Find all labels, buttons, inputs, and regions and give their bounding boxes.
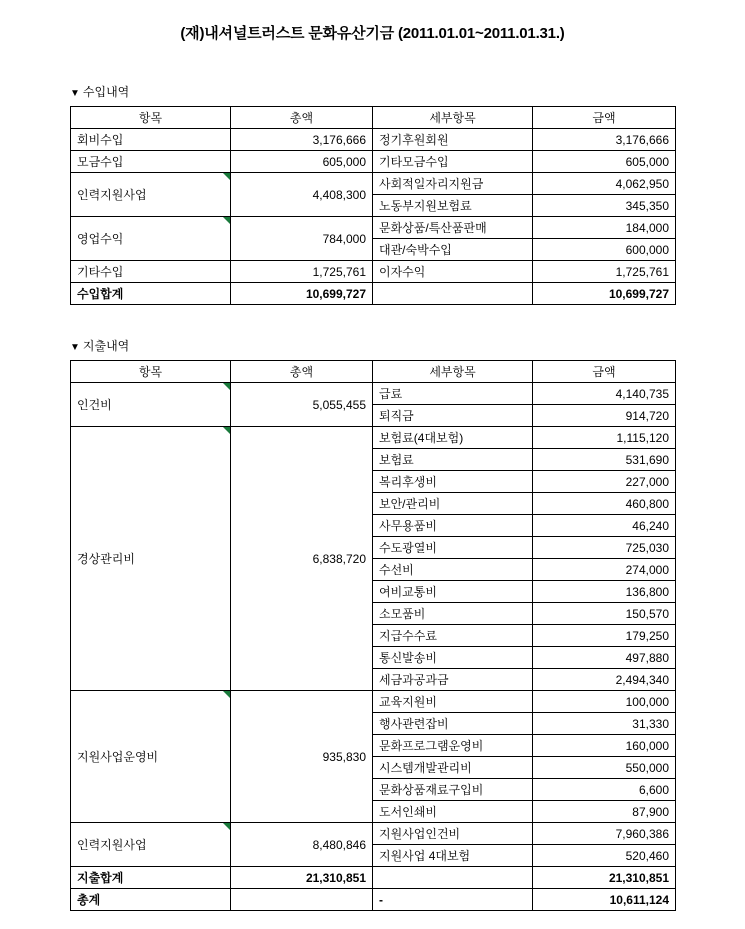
- expense-category-total-cell: 935,830: [231, 691, 373, 823]
- expense-amount-cell: 460,800: [533, 493, 676, 515]
- table-row: [71, 427, 676, 449]
- expense-detail-cell: 퇴직금: [373, 405, 533, 427]
- expense-detail-cell: 통신발송비: [373, 647, 533, 669]
- expense-section-label: [70, 337, 675, 354]
- expense-table-header-row: [71, 361, 676, 383]
- income-category-total-cell: 605,000: [231, 151, 373, 173]
- income-detail-cell: 이자수익: [373, 261, 533, 283]
- expense-section-title: 지출내역: [82, 339, 130, 353]
- table-row: [71, 823, 676, 845]
- income-section-title: 수입내역: [82, 85, 130, 99]
- expense-detail-cell: 시스템개발관리비: [373, 757, 533, 779]
- income-amount-cell: 3,176,666: [533, 129, 676, 151]
- expense-detail-cell: 교육지원비: [373, 691, 533, 713]
- expense-total-detail: [373, 867, 533, 889]
- table-row: [71, 217, 676, 239]
- income-amount-cell: 605,000: [533, 151, 676, 173]
- expense-amount-cell: 520,460: [533, 845, 676, 867]
- income-category-cell: 기타수입: [71, 261, 231, 283]
- expense-amount-cell: 87,900: [533, 801, 676, 823]
- table-row: [71, 151, 676, 173]
- expense-amount-cell: 31,330: [533, 713, 676, 735]
- income-category-cell: 모금수입: [71, 151, 231, 173]
- expense-detail-cell: 급료: [373, 383, 533, 405]
- expense-amount-cell: 914,720: [533, 405, 676, 427]
- income-total-label: 수입합계: [71, 283, 231, 305]
- income-section-label: [70, 83, 675, 100]
- expense-category-cell: 지원사업운영비: [71, 691, 231, 823]
- income-total-row: [71, 283, 676, 305]
- income-amount-cell: 1,725,761: [533, 261, 676, 283]
- page-title: (재)내셔널트러스트 문화유산기금 (2011.01.01~2011.01.31.): [180, 25, 565, 42]
- income-total-detail: [373, 283, 533, 305]
- expense-header-detail: 세부항목: [373, 361, 533, 383]
- expense-total-label: 지출합계: [71, 867, 231, 889]
- income-category-total-cell: 3,176,666: [231, 129, 373, 151]
- table-row: [71, 261, 676, 283]
- income-table-body: [71, 129, 676, 283]
- income-amount-cell: 184,000: [533, 217, 676, 239]
- income-detail-cell: 문화상품/특산품판매: [373, 217, 533, 239]
- expense-amount-cell: 179,250: [533, 625, 676, 647]
- expense-amount-cell: 46,240: [533, 515, 676, 537]
- expense-category-cell: 인건비: [71, 383, 231, 427]
- expense-amount-cell: 150,570: [533, 603, 676, 625]
- expense-category-cell: 인력지원사업: [71, 823, 231, 867]
- income-section: [70, 83, 675, 305]
- expense-detail-cell: 보험료(4대보험): [373, 427, 533, 449]
- grand-total-sum: 10,611,124: [533, 889, 676, 911]
- expense-category-total-cell: 6,838,720: [231, 427, 373, 691]
- income-table-header-row: [71, 107, 676, 129]
- income-detail-cell: 대관/숙박수입: [373, 239, 533, 261]
- expense-table: [70, 360, 676, 911]
- expense-detail-cell: 지원사업 4대보험: [373, 845, 533, 867]
- expense-header-category: 항목: [71, 361, 231, 383]
- expense-category-cell: 경상관리비: [71, 427, 231, 691]
- table-row: [71, 173, 676, 195]
- grand-total-row: [71, 889, 676, 911]
- expense-detail-cell: 행사관련잡비: [373, 713, 533, 735]
- expense-amount-cell: 2,494,340: [533, 669, 676, 691]
- income-category-cell: 인력지원사업: [71, 173, 231, 217]
- income-total-amount: 10,699,727: [231, 283, 373, 305]
- grand-total-detail: -: [373, 889, 533, 911]
- expense-total-sum: 21,310,851: [533, 867, 676, 889]
- expense-detail-cell: 문화상품재료구입비: [373, 779, 533, 801]
- expense-amount-cell: 1,115,120: [533, 427, 676, 449]
- income-header-total: 총액: [231, 107, 373, 129]
- expense-detail-cell: 보험료: [373, 449, 533, 471]
- expense-detail-cell: 소모품비: [373, 603, 533, 625]
- expense-header-amount: 금액: [533, 361, 676, 383]
- expense-category-total-cell: 5,055,455: [231, 383, 373, 427]
- expense-detail-cell: 지원사업인건비: [373, 823, 533, 845]
- income-header-category: 항목: [71, 107, 231, 129]
- income-category-total-cell: 1,725,761: [231, 261, 373, 283]
- expense-table-body: [71, 383, 676, 867]
- income-category-total-cell: 4,408,300: [231, 173, 373, 217]
- expense-detail-cell: 복리후생비: [373, 471, 533, 493]
- income-category-cell: 회비수입: [71, 129, 231, 151]
- grand-total-label: 총계: [71, 889, 231, 911]
- table-row: [71, 129, 676, 151]
- expense-detail-cell: 도서인쇄비: [373, 801, 533, 823]
- income-category-cell: 영업수익: [71, 217, 231, 261]
- income-detail-cell: 기타모금수입: [373, 151, 533, 173]
- expense-detail-cell: 수선비: [373, 559, 533, 581]
- expense-amount-cell: 497,880: [533, 647, 676, 669]
- income-amount-cell: 4,062,950: [533, 173, 676, 195]
- expense-total-amount: 21,310,851: [231, 867, 373, 889]
- expense-detail-cell: 문화프로그램운영비: [373, 735, 533, 757]
- expense-header-total: 총액: [231, 361, 373, 383]
- expense-amount-cell: 725,030: [533, 537, 676, 559]
- document-page: [0, 22, 745, 929]
- expense-amount-cell: 160,000: [533, 735, 676, 757]
- expense-total-row: [71, 867, 676, 889]
- expense-amount-cell: 550,000: [533, 757, 676, 779]
- income-table: [70, 106, 676, 305]
- expense-amount-cell: 6,600: [533, 779, 676, 801]
- triangle-down-icon: ▼: [70, 88, 80, 99]
- expense-amount-cell: 274,000: [533, 559, 676, 581]
- table-row: [71, 383, 676, 405]
- expense-detail-cell: 사무용품비: [373, 515, 533, 537]
- expense-detail-cell: 여비교통비: [373, 581, 533, 603]
- expense-category-total-cell: 8,480,846: [231, 823, 373, 867]
- expense-amount-cell: 227,000: [533, 471, 676, 493]
- income-category-total-cell: 784,000: [231, 217, 373, 261]
- expense-detail-cell: 지급수수료: [373, 625, 533, 647]
- expense-amount-cell: 531,690: [533, 449, 676, 471]
- income-amount-cell: 600,000: [533, 239, 676, 261]
- expense-detail-cell: 세금과공과금: [373, 669, 533, 691]
- expense-section: [70, 337, 675, 911]
- grand-total-amount: [231, 889, 373, 911]
- income-amount-cell: 345,350: [533, 195, 676, 217]
- income-detail-cell: 노동부지원보험료: [373, 195, 533, 217]
- expense-amount-cell: 136,800: [533, 581, 676, 603]
- expense-detail-cell: 수도광열비: [373, 537, 533, 559]
- income-total-sum: 10,699,727: [533, 283, 676, 305]
- income-header-amount: 금액: [533, 107, 676, 129]
- table-row: [71, 691, 676, 713]
- expense-amount-cell: 7,960,386: [533, 823, 676, 845]
- expense-amount-cell: 4,140,735: [533, 383, 676, 405]
- triangle-down-icon: ▼: [70, 342, 80, 353]
- income-detail-cell: 정기후원회원: [373, 129, 533, 151]
- income-detail-cell: 사회적일자리지원금: [373, 173, 533, 195]
- expense-detail-cell: 보안/관리비: [373, 493, 533, 515]
- income-header-detail: 세부항목: [373, 107, 533, 129]
- expense-amount-cell: 100,000: [533, 691, 676, 713]
